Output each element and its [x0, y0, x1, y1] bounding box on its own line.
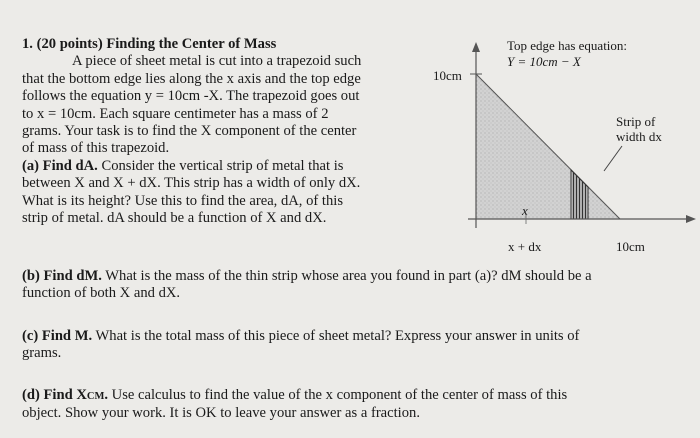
x-plus-dx-label: x + dx: [508, 239, 542, 254]
part-b-text-1: What is the mass of the thin strip whose area you found in part (a)? dM should be a: [101, 268, 592, 284]
top-edge-equation: Y = 10cm − X: [507, 54, 581, 69]
part-d-label-end: .: [104, 387, 109, 403]
part-c-text-1: What is the total mass of this piece of sheet metal? Express your answer in units of: [92, 328, 580, 344]
strip-label-line-1: Strip of: [616, 114, 656, 129]
part-c-line-1: [22, 328, 694, 345]
strip-pointer: [604, 146, 622, 171]
part-d-text-1: Use calculus to find the value of the x component of the center of mass of this: [108, 387, 568, 403]
y-tick-label: 10cm: [433, 68, 462, 83]
y-axis-arrow: [472, 42, 480, 52]
thin-strip: [571, 170, 588, 219]
part-d-label: [22, 387, 108, 403]
problem-text-column: [22, 36, 432, 227]
part-b-label: (b) Find dM.: [22, 268, 102, 284]
intro-line-4: to x = 10cm. Each square centimeter has a mass of 2: [22, 105, 329, 122]
part-a-line-4: strip of metal. dA should be a function of X and dX.: [22, 210, 327, 227]
x-axis-arrow: [686, 215, 696, 223]
part-d-line-1: [22, 387, 694, 405]
part-d-line-2: object. Show your work. It is OK to leave your answer as a fraction.: [22, 405, 420, 422]
x-label: x: [522, 203, 528, 218]
intro-line-1: A piece of sheet metal is cut into a trapezoid such: [72, 53, 362, 70]
problem-title: 1. (20 points) Finding the Center of Mass: [22, 36, 277, 52]
trapezoid-figure: [428, 28, 700, 263]
part-d-label-sub: CM: [86, 391, 105, 402]
part-d-label-main: (d) Find X: [22, 387, 87, 403]
intro-line-2: that the bottom edge lies along the x axis and the top edge: [22, 70, 361, 87]
trapezoid-shape: [476, 74, 620, 219]
part-a-line-2: between X and X + dX. This strip has a width of only dX.: [22, 175, 361, 192]
part-a-label: (a) Find dA.: [22, 157, 98, 174]
intro-line-6: of mass of this trapezoid.: [22, 140, 170, 157]
part-c-label: (c) Find M.: [22, 328, 93, 344]
x-tick-label: 10cm: [616, 239, 645, 254]
part-b-line-2: function of both X and dX.: [22, 285, 181, 302]
part-b: [22, 268, 694, 303]
part-a-line-1: [22, 158, 432, 175]
part-b-line-1: [22, 268, 694, 285]
top-edge-title: Top edge has equation:: [507, 38, 628, 53]
strip-label-line-2: width dx: [616, 129, 662, 144]
part-c: [22, 328, 694, 363]
part-a-text-1: Consider the vertical strip of metal that is: [97, 157, 344, 174]
part-a-line-3: What is its height? Use this to find the area, dA, of this: [22, 192, 343, 209]
part-c-line-2: grams.: [22, 345, 62, 362]
intro-line-3: follows the equation y = 10cm -X. The trapezoid goes out: [22, 88, 360, 105]
part-d: [22, 387, 694, 423]
intro-line-5: grams. Your task is to find the X component of the center: [22, 123, 357, 140]
